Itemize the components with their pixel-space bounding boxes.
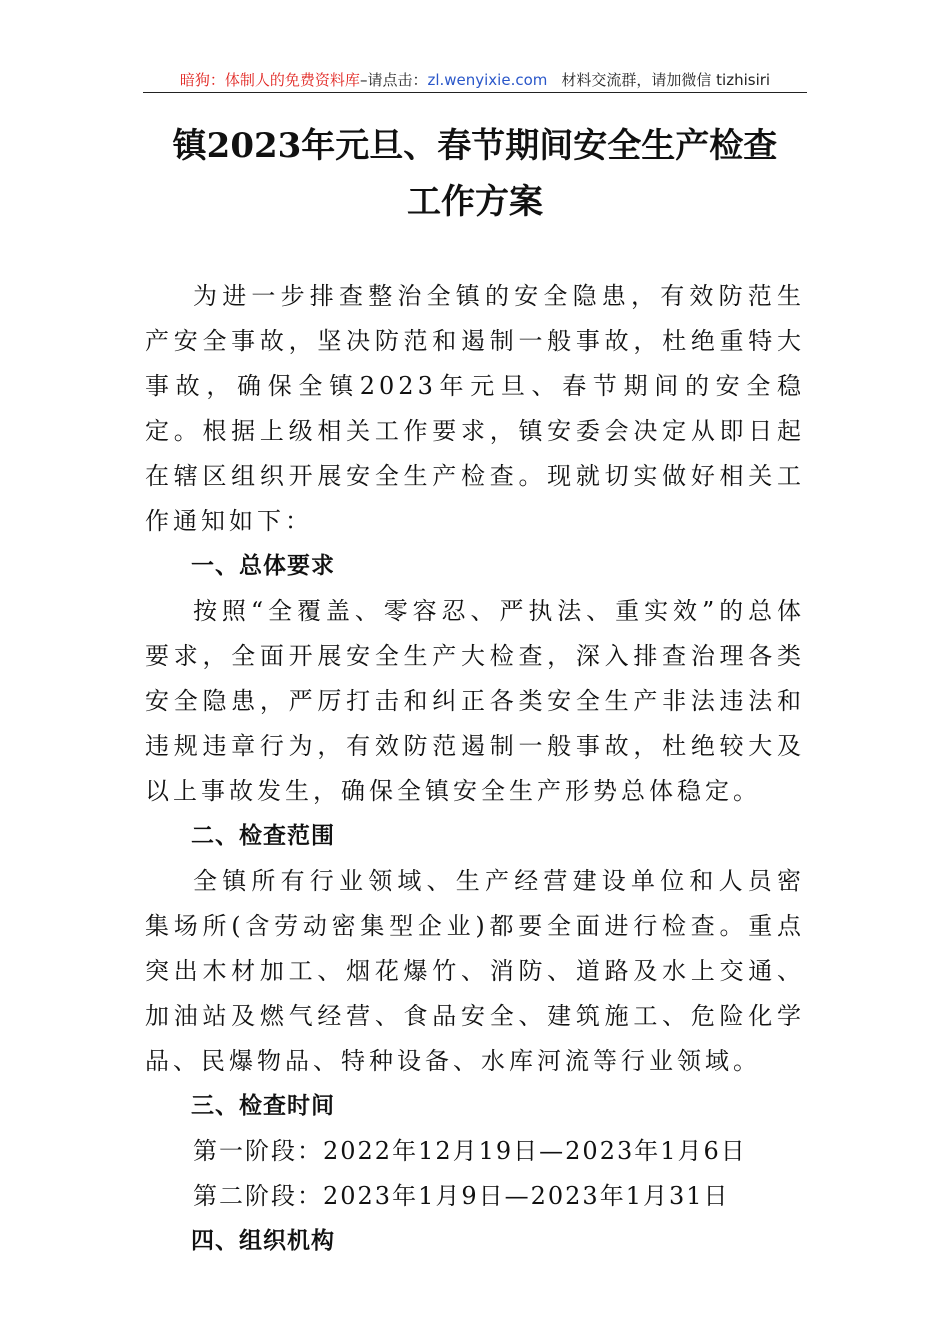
intro-paragraph: 为进一步排查整治全镇的安全隐患，有效防范生产安全事故，坚决防范和遏制一般事故，杜绝重特大事故，确保全镇2023年元旦、春节期间的安全稳定。根据上级相关工作要求，镇安委会决定从即日起在辖区组织开展安全生产检查。现就切实做好相关工作通知如下： [145,282,805,535]
section-heading-4: 四、组织机构 [191,1228,335,1254]
section-heading-3: 三、检查时间 [191,1093,335,1119]
section-paragraph-2: 全镇所有行业领域、生产经营建设单位和人员密集场所(含劳动密集型企业)都要全面进行检查。重点突出木材加工、烟花爆竹、消防、道路及水上交通、加油站及燃气经营、食品安全、建筑施工、危险化学品、民爆物品、特种设备、水库河流等行业领域。 [145,867,805,1075]
section-heading-2: 二、检查范围 [191,823,335,849]
phase-2-line: 第二阶段：2023年1月9日—2023年1月31日 [193,1182,730,1210]
document-title [100,118,850,230]
title-line-2: 工作方案 [407,182,543,222]
page-header [143,68,807,93]
phase-1-line: 第一阶段：2022年12月19日—2023年1月6日 [193,1137,747,1165]
title-line-1: 镇2023年元旦、春节期间安全生产检查 [172,126,778,166]
header-click-prefix: –请点击： [359,71,428,89]
header-brand: 暗狗：体制人的免费资料库 [179,71,360,89]
header-group-note: 材料交流群，请加微信 tizhisiri [561,71,771,89]
document-body [145,274,805,1264]
section-heading-1: 一、总体要求 [191,553,335,579]
section-paragraph-1: 按照“全覆盖、零容忍、严执法、重实效”的总体要求，全面开展安全生产大检查，深入排查治理各类安全隐患，严厉打击和纠正各类安全生产非法违法和违规违章行为，有效防范遏制一般事故，杜绝较大及以上事故发生，确保全镇安全生产形势总体稳定。 [145,597,805,805]
header-url-link[interactable]: zl.wenyixie.com [427,71,548,89]
